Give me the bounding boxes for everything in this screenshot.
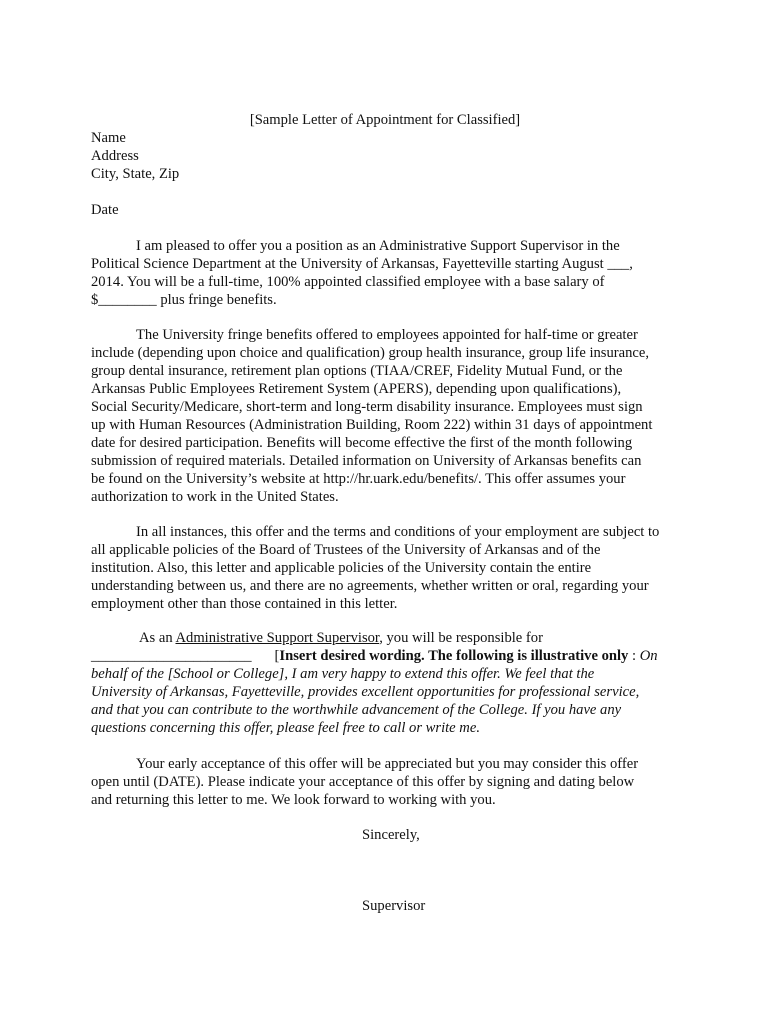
paragraph-line: Arkansas Public Employees Retirement System (APERS), depending upon qualifications), [91, 381, 622, 397]
paragraph-line: Social Security/Medicare, short-term and long-term disability insurance. Employees must sign [91, 399, 643, 415]
paragraph-line: employment other than those contained in this letter. [91, 596, 398, 612]
italic-line: behalf of the [School or College], I am very happy to extend this offer. We feel that the [91, 666, 595, 682]
paragraph-acceptance [91, 755, 691, 809]
paragraph-line: Political Science Department at the University of Arkansas, Fayetteville starting August ___, [91, 256, 633, 272]
italic-start: On [639, 648, 658, 664]
instruction-period: . [421, 648, 429, 664]
date-text: Date [91, 202, 119, 218]
paragraph-line: institution. Also, this letter and applicable policies of the University contain the entire [91, 560, 592, 576]
insert-instruction: Insert desired wording [279, 648, 422, 664]
recipient-street: Address [91, 148, 139, 164]
italic-line: questions concerning this offer, please feel free to call or write me. [91, 720, 480, 736]
paragraph-line: include (depending upon choice and qualification) group health insurance, group life insurance, [91, 345, 650, 361]
position-title: Administrative Support Supervisor [175, 630, 380, 646]
lead-rest-text: , you will be responsible for [379, 630, 543, 646]
paragraph-line: all applicable policies of the Board of Trustees of the University of Arkansas and of the [91, 542, 601, 558]
paragraph-benefits [91, 326, 691, 506]
paragraph-line: Your early acceptance of this offer will be appreciated but you may consider this offer [136, 756, 639, 772]
paragraph-line: The University fringe benefits offered to employees appointed for half-time or greater [136, 327, 638, 343]
lead-text: As an [139, 630, 176, 646]
fill-in-blank: ______________________ [91, 648, 252, 664]
paragraph-line [91, 629, 691, 647]
bracket-open: [ [274, 648, 280, 664]
paragraph-line: In all instances, this offer and the terms and conditions of your employment are subject to [136, 524, 660, 540]
paragraph-line: I am pleased to offer you a position as an Administrative Support Supervisor in the [136, 238, 620, 254]
paragraph-line: 2014. You will be a full-time, 100% appointed classified employee with a base salary of [91, 274, 605, 290]
closing-sincerely: Sincerely, [362, 827, 420, 843]
recipient-city: City, State, Zip [91, 166, 180, 182]
paragraph-line: $________ plus fringe benefits. [91, 292, 277, 308]
paragraph-responsibilities [91, 629, 691, 737]
paragraph-line: submission of required materials. Detailed information on University of Arkansas benefits can [91, 453, 642, 469]
paragraph-line: group dental insurance, retirement plan options (TIAA/CREF, Fidelity Mutual Fund, or the [91, 363, 623, 379]
letter-title: [Sample Letter of Appointment for Classified] [249, 112, 521, 128]
italic-line: University of Arkansas, Fayetteville, provides excellent opportunities for professional service, [91, 684, 640, 700]
paragraph-policies [91, 523, 691, 613]
recipient-address [91, 129, 691, 183]
paragraph-line: understanding between us, and there are no agreements, whether written or oral, regarding your [91, 578, 649, 594]
letter-date [91, 201, 691, 219]
italic-line: and that you can contribute to the worthwhile advancement of the College. If you have any [91, 702, 622, 718]
paragraph-line: up with Human Resources (Administration Building, Room 222) within 31 days of appointment [91, 417, 653, 433]
paragraph-line: open until (DATE). Please indicate your acceptance of this offer by signing and dating below [91, 774, 635, 790]
paragraph-line: be found on the University’s website at http://hr.uark.edu/benefits/. This offer assumes your [91, 471, 626, 487]
paragraph-line [91, 647, 691, 665]
signature-supervisor: Supervisor [362, 898, 426, 914]
recipient-name: Name [91, 130, 126, 146]
paragraph-line: and returning this letter to me. We look forward to working with you. [91, 792, 496, 808]
paragraph-offer [91, 237, 691, 309]
paragraph-line: authorization to work in the United States. [91, 489, 339, 505]
paragraph-line: date for desired participation. Benefits will become effective the first of the month following [91, 435, 633, 451]
instruction-colon: : [628, 648, 640, 664]
illustrative-note: The following is illustrative only [428, 648, 629, 664]
